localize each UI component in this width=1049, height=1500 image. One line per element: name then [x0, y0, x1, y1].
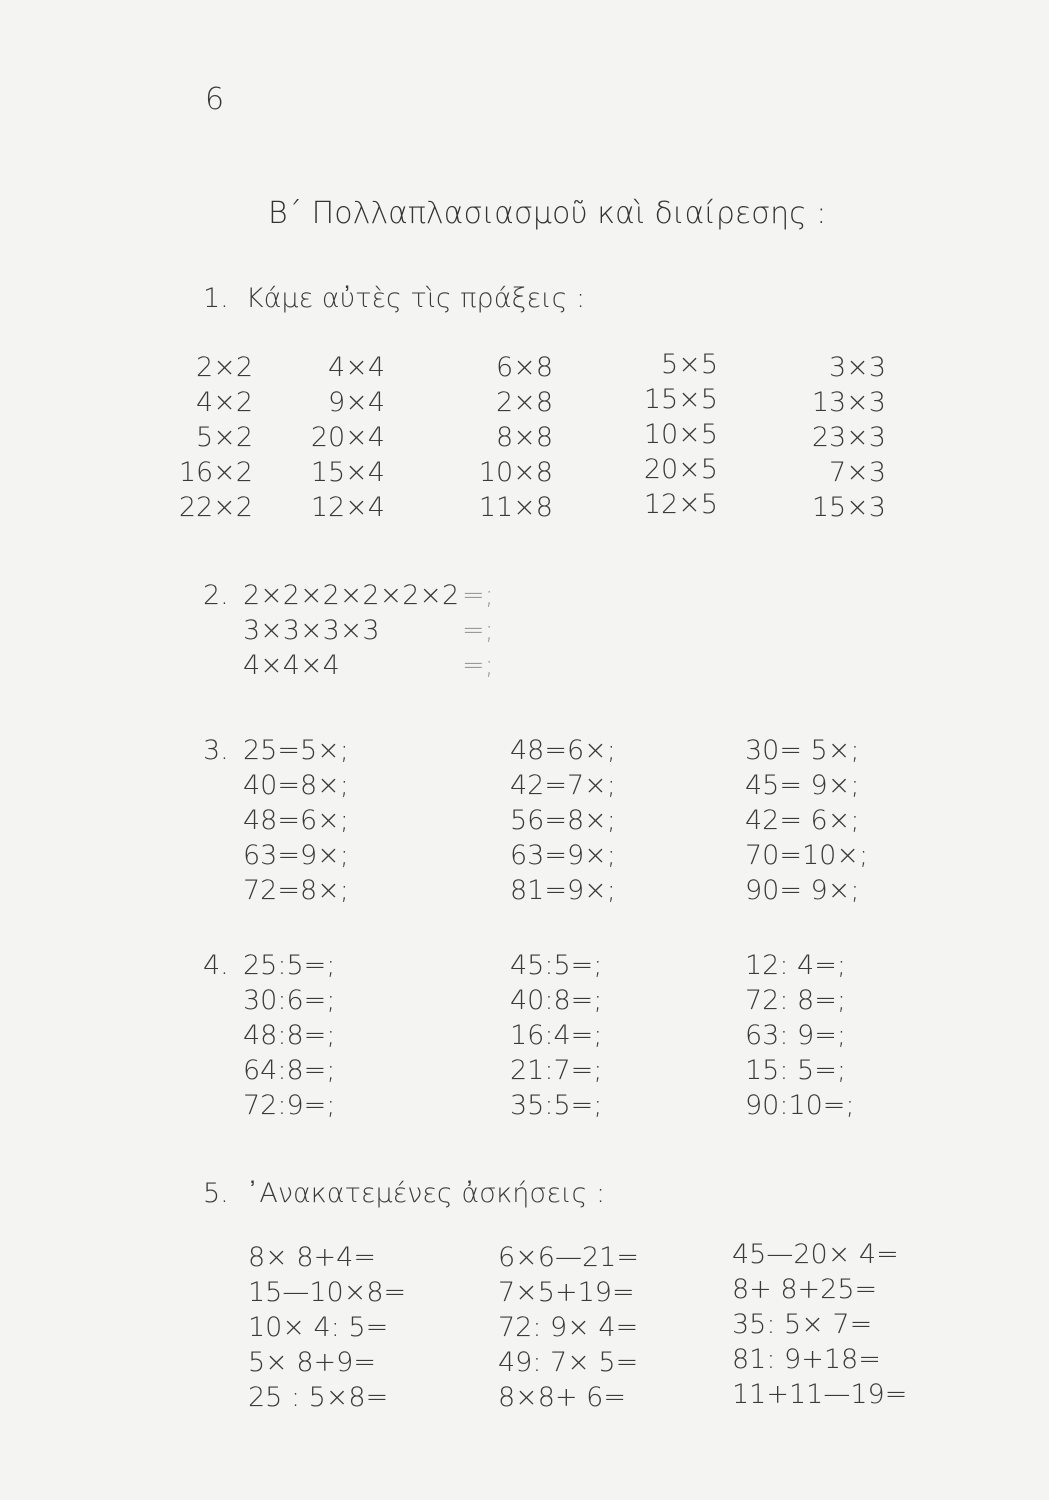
exercise-item: 45:5=; [510, 950, 603, 981]
exercise-item: 6×6—21= [498, 1242, 639, 1273]
exercise-item: 20×5 [643, 454, 718, 485]
exercise-item: 72: 9× 4= [498, 1312, 639, 1343]
exercise-item: 45—20× 4= [732, 1239, 899, 1270]
exercise-item: 8× 8+4= [248, 1242, 376, 1273]
exercise-item: 72:9=; [243, 1090, 336, 1121]
exercise-item: 2×2×2×2×2×2 [243, 580, 460, 611]
exercise-item: 63=9×; [510, 840, 616, 871]
exercise-item: 8+ 8+25= [732, 1274, 878, 1305]
exercise-item: 30= 5×; [745, 735, 860, 766]
exercise-item: 42=7×; [510, 770, 616, 801]
equals-semicolon: =; [462, 650, 494, 681]
exercise-4-column-2 [510, 948, 670, 1123]
exercise-item: 13×3 [811, 387, 886, 418]
exercise-1-column-3 [440, 350, 553, 525]
exercise-item: 72=8×; [243, 875, 349, 906]
exercise-item: 15×3 [811, 492, 886, 523]
exercise-item: 16:4=; [510, 1020, 603, 1051]
exercise-item: 15—10×8= [248, 1277, 407, 1308]
exercise-item: 15×5 [643, 384, 718, 415]
exercise-item: 10×8 [478, 457, 553, 488]
exercise-4-column-1 [243, 948, 403, 1123]
exercise-1-column-1 [150, 350, 253, 525]
exercise-item: 63=9×; [243, 840, 349, 871]
exercise-item: 9×4 [328, 387, 385, 418]
exercise-item: 70=10×; [745, 840, 869, 871]
exercise-5-column-1 [248, 1240, 448, 1415]
exercise-item: 3×3×3×3 [243, 615, 380, 646]
exercise-5-column-2 [498, 1240, 698, 1415]
exercise-2-endings [462, 578, 512, 683]
exercise-item: 64:8=; [243, 1055, 336, 1086]
exercise-item: 4×2 [196, 387, 253, 418]
exercise-item: 4×4×4 [243, 650, 340, 681]
exercise-item: 12×5 [643, 489, 718, 520]
exercise-item: 40=8×; [243, 770, 349, 801]
exercise-2-number: 2. [203, 580, 229, 611]
exercise-3-number: 3. [203, 735, 229, 766]
exercise-item: 8×8+ 6= [498, 1382, 626, 1413]
exercise-1-column-5 [770, 350, 886, 525]
exercise-5-heading: 5. ᾿Ανακατεμένες ἀσκήσεις : [203, 1178, 606, 1209]
exercise-item: 21:7=; [510, 1055, 603, 1086]
exercise-item: 5×5 [661, 349, 718, 380]
exercise-item: 11×8 [478, 492, 553, 523]
exercise-5-column-3 [732, 1237, 942, 1412]
exercise-item: 30:6=; [243, 985, 336, 1016]
exercise-item: 45= 9×; [745, 770, 860, 801]
exercise-item: 25=5×; [243, 735, 349, 766]
exercise-4-number: 4. [203, 950, 229, 981]
exercise-item: 7×5+19= [498, 1277, 635, 1308]
exercise-item: 12×4 [310, 492, 385, 523]
exercise-item: 20×4 [310, 422, 385, 453]
exercise-item: 56=8×; [510, 805, 616, 836]
exercise-item: 2×8 [496, 387, 553, 418]
exercise-item: 4×4 [328, 352, 385, 383]
equals-semicolon: =; [462, 615, 494, 646]
exercise-1-column-4 [600, 347, 718, 522]
exercise-item: 81: 9+18= [732, 1344, 881, 1375]
exercise-item: 5×2 [196, 422, 253, 453]
exercise-item: 40:8=; [510, 985, 603, 1016]
exercise-1-heading: 1. Κάμε αὐτὲς τὶς πράξεις : [203, 283, 586, 314]
exercise-item: 63: 9=; [745, 1020, 846, 1051]
exercise-item: 35:5=; [510, 1090, 603, 1121]
exercise-item: 35: 5× 7= [732, 1309, 873, 1340]
exercise-item: 48:8=; [243, 1020, 336, 1051]
exercise-item: 25:5=; [243, 950, 336, 981]
exercise-item: 16×2 [178, 457, 253, 488]
section-title: Β΄ Πολλαπλασιασμοῦ καὶ διαίρεσης : [268, 196, 827, 231]
exercise-item: 2×2 [196, 352, 253, 383]
exercise-item: 22×2 [178, 492, 253, 523]
exercise-item: 23×3 [811, 422, 886, 453]
exercise-item: 6×8 [496, 352, 553, 383]
exercise-item: 12: 4=; [745, 950, 846, 981]
exercise-item: 72: 8=; [745, 985, 846, 1016]
exercise-item: 5× 8+9= [248, 1347, 376, 1378]
exercise-item: 15: 5=; [745, 1055, 846, 1086]
page-number: 6 [205, 82, 225, 117]
equals-semicolon: =; [462, 580, 494, 611]
exercise-item: 48=6×; [510, 735, 616, 766]
exercise-4-column-3 [745, 948, 905, 1123]
exercise-item: 42= 6×; [745, 805, 860, 836]
exercise-item: 15×4 [310, 457, 385, 488]
exercise-item: 90= 9×; [745, 875, 860, 906]
exercise-item: 48=6×; [243, 805, 349, 836]
exercise-item: 10×5 [643, 419, 718, 450]
exercise-item: 10× 4: 5= [248, 1312, 389, 1343]
exercise-3-column-3 [745, 733, 905, 908]
exercise-item: 7×3 [829, 457, 886, 488]
exercise-item: 49: 7× 5= [498, 1347, 639, 1378]
exercise-item: 11+11—19= [732, 1379, 908, 1410]
exercise-item: 90:10=; [745, 1090, 855, 1121]
exercise-item: 25 : 5×8= [248, 1382, 389, 1413]
exercise-item: 81=9×; [510, 875, 616, 906]
exercise-1-column-2 [270, 350, 385, 525]
exercise-2-expressions [243, 578, 463, 683]
exercise-3-column-1 [243, 733, 403, 908]
exercise-item: 3×3 [829, 352, 886, 383]
exercise-item: 8×8 [496, 422, 553, 453]
exercise-3-column-2 [510, 733, 670, 908]
